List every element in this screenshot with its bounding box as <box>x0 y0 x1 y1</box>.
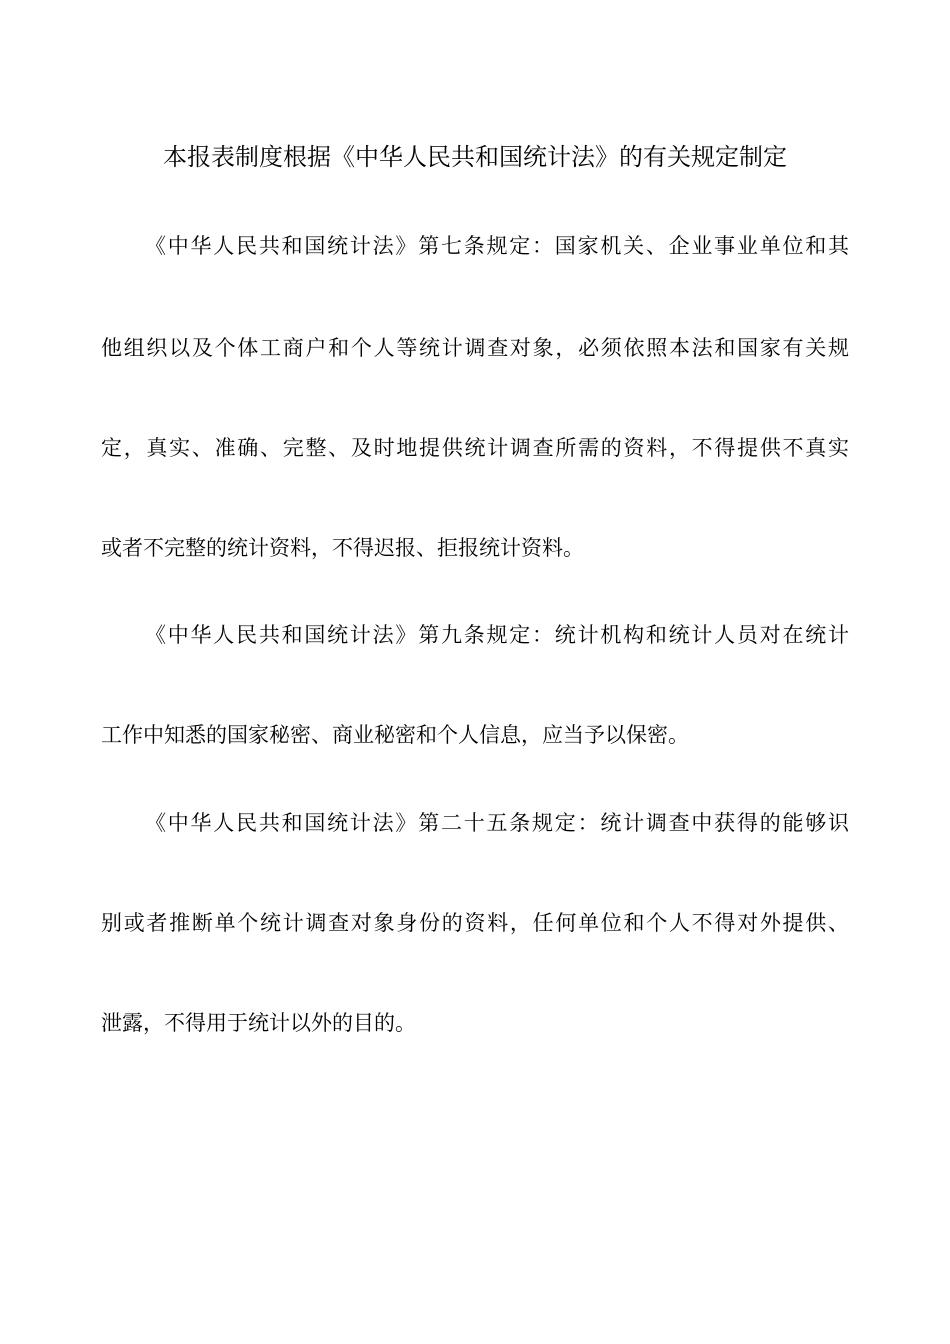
article-25-line-1: 《中华人民共和国统计法》第二十五条规定：统计调查中获得的能够识 <box>145 811 849 835</box>
article-7-line-4: 或者不完整的统计资料，不得迟报、拒报统计资料。 <box>101 536 584 560</box>
article-7-line-1: 《中华人民共和国统计法》第七条规定：国家机关、企业事业单位和其 <box>145 234 849 258</box>
document-title: 本报表制度根据《中华人民共和国统计法》的有关规定制定 <box>163 143 787 171</box>
article-9-line-1: 《中华人民共和国统计法》第九条规定：统计机构和统计人员对在统计 <box>145 623 849 647</box>
article-25-line-2: 别或者推断单个统计调查对象身份的资料，任何单位和个人不得对外提供、 <box>101 911 849 935</box>
article-7-line-2: 他组织以及个体工商户和个人等统计调查对象，必须依照本法和国家有关规 <box>101 336 849 360</box>
article-9-line-2: 工作中知悉的国家秘密、商业秘密和个人信息，应当予以保密。 <box>101 723 689 747</box>
article-7-line-3: 定，真实、准确、完整、及时地提供统计调查所需的资料，不得提供不真实 <box>101 436 849 460</box>
article-25-line-3: 泄露，不得用于统计以外的目的。 <box>101 1011 416 1035</box>
